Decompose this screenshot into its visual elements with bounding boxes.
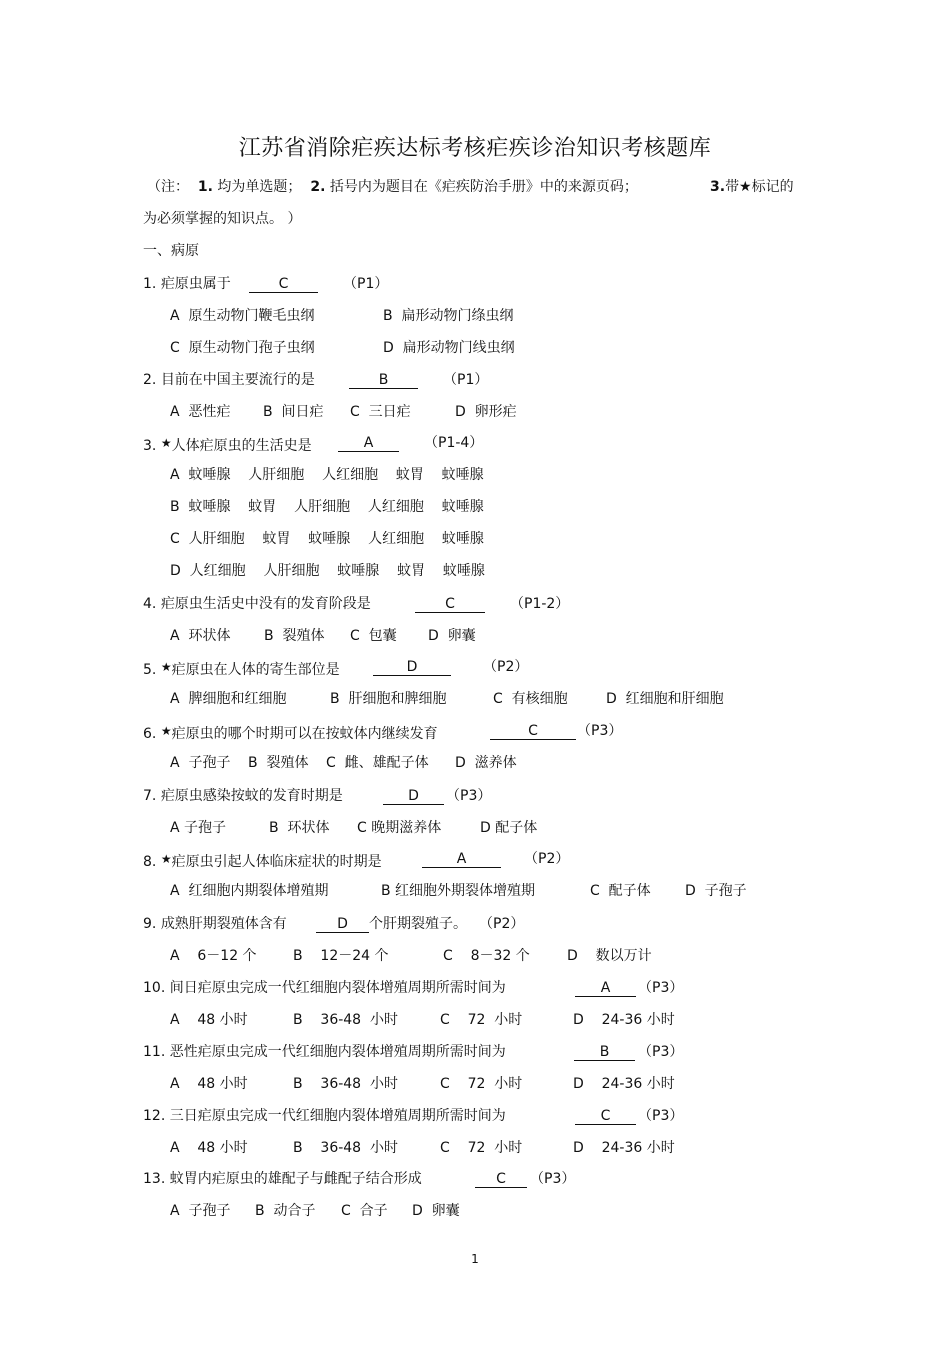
question-number: 11. [143, 1044, 170, 1060]
question-text: 目前在中国主要流行的是 [160, 372, 315, 388]
option-B: B 间日疟 [263, 404, 324, 420]
option-C: C 配子体 [590, 883, 651, 899]
question-number: 1. [143, 276, 161, 292]
option-A: A 蚊唾腺 人肝细胞 人红细胞 蚊胃 蚊唾腺 [170, 467, 484, 483]
question-2 [143, 370, 315, 390]
question-text-after: 个肝期裂殖子。 [369, 916, 467, 932]
option-D: D 滋养体 [455, 755, 517, 771]
question-text: 间日疟原虫完成一代红细胞内裂体增殖周期所需时间为 [169, 980, 506, 996]
option-D: D 红细胞和肝细胞 [606, 691, 724, 707]
question-text: 疟原虫的哪个时期可以在按蚊体内继续发育 [171, 726, 438, 742]
option-C: C 原生动物门孢子虫纲 [170, 340, 315, 356]
answer-value: D [373, 659, 451, 676]
question-text: 疟原虫属于 [160, 276, 231, 292]
answer-value: C [249, 276, 318, 293]
option-B: B 36-48 小时 [293, 1012, 398, 1028]
option-C: C 72 小时 [440, 1012, 523, 1028]
star-icon: ★ [160, 852, 172, 866]
answer-blank [349, 370, 418, 390]
question-text: 疟原虫生活史中没有的发育阶段是 [160, 596, 371, 612]
page-reference: （P1） [443, 372, 489, 388]
option-D: D 扁形动物门线虫纲 [383, 340, 515, 356]
section-heading: 一、病原 [143, 243, 199, 259]
question-1 [143, 274, 231, 294]
answer-value: B [349, 372, 418, 389]
question-number: 2. [143, 372, 161, 388]
question-number: 10. [143, 980, 170, 996]
question-9 [143, 914, 287, 934]
answer-blank [575, 978, 636, 998]
note-num-3: 3. [710, 179, 726, 195]
answer-value: C [415, 596, 485, 613]
option-D: D 卵囊 [428, 628, 476, 644]
question-number: 7. [143, 788, 161, 804]
option-C: C 三日疟 [350, 404, 411, 420]
question-text: 成熟肝期裂殖体含有 [160, 916, 287, 932]
page-reference: （P1-4） [424, 435, 484, 451]
option-A: A 恶性疟 [170, 404, 231, 420]
option-C: C 包囊 [350, 628, 397, 644]
answer-value: A [575, 980, 636, 997]
answer-blank [383, 786, 444, 806]
question-number: 13. [143, 1171, 170, 1187]
option-B: B 动合子 [255, 1203, 316, 1219]
note-line-1-end [710, 177, 794, 197]
option-A: A 脾细胞和红细胞 [170, 691, 287, 707]
question-8 [143, 849, 382, 872]
answer-blank [316, 914, 467, 934]
note-prefix: （注： [147, 179, 189, 195]
question-number: 4. [143, 596, 161, 612]
option-C: C 合子 [341, 1203, 388, 1219]
answer-value: A [422, 851, 501, 868]
option-A: A 48 小时 [170, 1076, 248, 1092]
option-C: C 72 小时 [440, 1076, 523, 1092]
document-title: 江苏省消除疟疾达标考核疟疾诊治知识考核题库 [238, 136, 712, 161]
question-6 [143, 721, 438, 744]
answer-value: D [383, 788, 444, 805]
page-reference: （P2） [524, 851, 570, 867]
question-11 [143, 1042, 506, 1062]
star-icon: ★ [160, 436, 172, 450]
option-C: C 8－32 个 [443, 948, 530, 964]
question-text: 蚊胃内疟原虫的雄配子与雌配子结合形成 [169, 1171, 422, 1187]
question-5 [143, 657, 340, 680]
option-A: A 48 小时 [170, 1012, 248, 1028]
question-text: 疟原虫在人体的寄生部位是 [171, 662, 340, 678]
note-line-2: 为必须掌握的知识点。 ） [143, 211, 302, 227]
option-C: C 雌、雄配子体 [326, 755, 429, 771]
option-B: B 环状体 [269, 820, 330, 836]
note-num-2: 2. [310, 179, 326, 195]
option-C: C 72 小时 [440, 1140, 523, 1156]
option-D: D 24-36 小时 [573, 1012, 675, 1028]
answer-blank [422, 849, 501, 869]
answer-value: C [490, 723, 576, 740]
answer-blank [574, 1042, 635, 1062]
option-D: D 卵囊 [412, 1203, 460, 1219]
question-number: 8. [143, 854, 161, 870]
note-text-3: 带★标记的 [725, 179, 794, 195]
question-3 [143, 433, 312, 456]
option-D: D 子孢子 [685, 883, 747, 899]
question-number: 3. [143, 438, 161, 454]
option-C: C 有核细胞 [493, 691, 568, 707]
question-text: 人体疟原虫的生活史是 [171, 438, 312, 454]
option-B: B 蚊唾腺 蚊胃 人肝细胞 人红细胞 蚊唾腺 [170, 499, 484, 515]
question-12 [143, 1106, 506, 1126]
question-number: 12. [143, 1108, 170, 1124]
option-A: A 环状体 [170, 628, 231, 644]
option-A: A 子孢子 [170, 820, 227, 836]
option-B: B 裂殖体 [264, 628, 325, 644]
answer-blank [575, 1106, 636, 1126]
question-7 [143, 786, 343, 806]
option-B: B 扁形动物门绦虫纲 [383, 308, 514, 324]
question-4 [143, 594, 371, 614]
question-text: 三日疟原虫完成一代红细胞内裂体增殖周期所需时间为 [169, 1108, 506, 1124]
page-reference: （P3） [530, 1171, 576, 1187]
page-reference: （P2） [479, 916, 525, 932]
page-reference: （P3） [638, 980, 684, 996]
note-text-1: 均为单选题； [217, 179, 302, 195]
page-reference: （P3） [638, 1044, 684, 1060]
answer-blank [475, 1169, 527, 1189]
option-B: B 36-48 小时 [293, 1140, 398, 1156]
answer-blank [249, 274, 318, 294]
answer-value: B [574, 1044, 635, 1061]
page-reference: （P1-2） [510, 596, 570, 612]
answer-value: D [316, 916, 369, 933]
answer-value: C [575, 1108, 636, 1125]
note-num-1: 1. [197, 179, 213, 195]
answer-blank [373, 657, 451, 677]
page-reference: （P3） [446, 788, 492, 804]
option-A: A 子孢子 [170, 755, 231, 771]
question-10 [143, 978, 506, 998]
page-number: 1 [471, 1252, 479, 1266]
page-reference: （P3） [638, 1108, 684, 1124]
option-A: A 6－12 个 [170, 948, 257, 964]
option-B: B 36-48 小时 [293, 1076, 398, 1092]
answer-blank [338, 433, 399, 453]
option-A: A 原生动物门鞭毛虫纲 [170, 308, 315, 324]
question-number: 9. [143, 916, 161, 932]
option-B: B 肝细胞和脾细胞 [330, 691, 447, 707]
note-line-1 [147, 177, 638, 197]
answer-blank [415, 594, 485, 614]
option-D: D 人红细胞 人肝细胞 蚊唾腺 蚊胃 蚊唾腺 [170, 563, 485, 579]
question-text: 恶性疟原虫完成一代红细胞内裂体增殖周期所需时间为 [169, 1044, 506, 1060]
question-13 [143, 1169, 422, 1189]
option-A: A 子孢子 [170, 1203, 231, 1219]
page-reference: （P3） [577, 723, 623, 739]
option-D: D 卵形疟 [455, 404, 517, 420]
option-D: D 24-36 小时 [573, 1076, 675, 1092]
option-A: A 48 小时 [170, 1140, 248, 1156]
option-C: C 晚期滋养体 [357, 820, 442, 836]
star-icon: ★ [160, 660, 172, 674]
note-text-2: 括号内为题目在《疟疾防治手册》中的来源页码； [329, 179, 638, 195]
option-B: B 裂殖体 [248, 755, 309, 771]
question-text: 疟原虫引起人体临床症状的时期是 [171, 854, 382, 870]
answer-value: C [475, 1171, 527, 1188]
option-D: D 24-36 小时 [573, 1140, 675, 1156]
option-D: D 配子体 [480, 820, 538, 836]
star-icon: ★ [160, 724, 172, 738]
page-reference: （P2） [483, 659, 529, 675]
answer-blank [490, 721, 576, 741]
option-A: A 红细胞内期裂体增殖期 [170, 883, 329, 899]
option-D: D 数以万计 [567, 948, 652, 964]
question-number: 6. [143, 726, 161, 742]
answer-value: A [338, 435, 399, 452]
option-B: B 12－24 个 [293, 948, 389, 964]
option-B: B 红细胞外期裂体增殖期 [381, 883, 536, 899]
question-text: 疟原虫感染按蚊的发育时期是 [160, 788, 343, 804]
page-reference: （P1） [343, 276, 389, 292]
question-number: 5. [143, 662, 161, 678]
option-C: C 人肝细胞 蚊胃 蚊唾腺 人红细胞 蚊唾腺 [170, 531, 484, 547]
